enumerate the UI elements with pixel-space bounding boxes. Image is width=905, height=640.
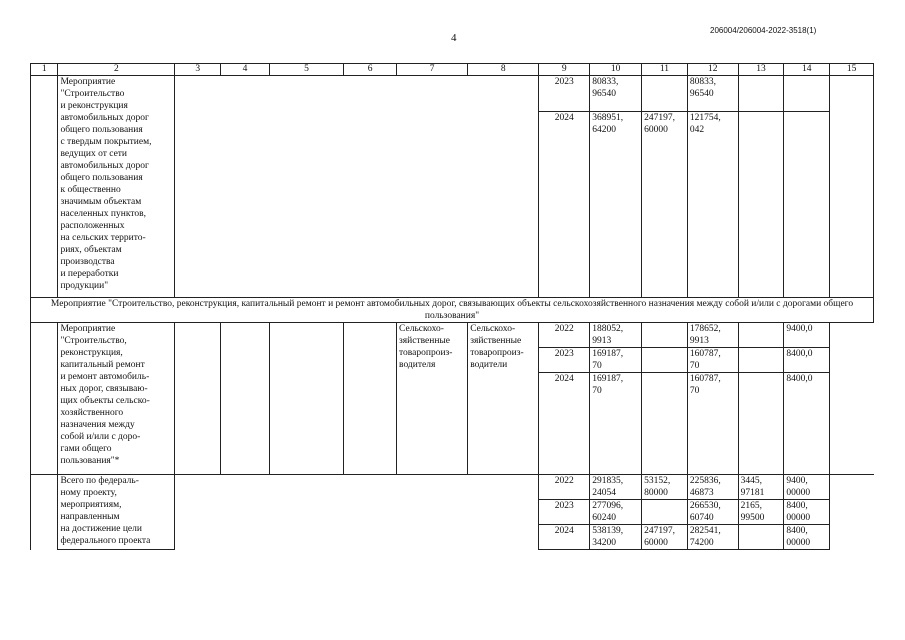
column-number: 11: [642, 64, 688, 76]
value-cell: 291835, 24054: [590, 475, 642, 500]
value-cell: [738, 323, 784, 348]
column-number: 8: [468, 64, 539, 76]
value-cell: [642, 323, 688, 348]
budget-table: [30, 63, 874, 550]
empty-cell: [269, 323, 343, 475]
column-number: 12: [687, 64, 738, 76]
column-number-row: [31, 64, 874, 76]
document-id: 206004/206004-2022-3518(1): [710, 26, 817, 35]
beneficiary-cell: Сельскохо- зяйственные товаропроиз- водители: [468, 323, 539, 475]
value-cell: 368951, 64200: [590, 112, 642, 298]
empty-cell: [31, 76, 58, 298]
value-cell: [738, 112, 784, 298]
column-number: 13: [738, 64, 784, 76]
value-cell: 188052, 9913: [590, 323, 642, 348]
empty-cell: [31, 323, 58, 475]
column-number: 7: [397, 64, 468, 76]
column-number: 10: [590, 64, 642, 76]
column-number: 3: [175, 64, 221, 76]
year-cell: 2022: [539, 475, 590, 500]
table-row: [31, 475, 874, 500]
value-cell: 9400,0: [784, 323, 830, 348]
year-cell: 2023: [539, 76, 590, 112]
empty-merged-cell: [175, 475, 539, 550]
value-cell: [784, 76, 830, 112]
value-cell: 53152, 80000: [642, 475, 688, 500]
year-cell: 2024: [539, 525, 590, 550]
value-cell: 80833, 96540: [687, 76, 738, 112]
column-number: 4: [221, 64, 270, 76]
column-number: 9: [539, 64, 590, 76]
value-cell: 160787, 70: [687, 373, 738, 475]
column-number: 2: [58, 64, 175, 76]
value-cell: 169187, 70: [590, 348, 642, 373]
value-cell: 178652, 9913: [687, 323, 738, 348]
activity-name: Мероприятие "Строительство и реконструкция автомобильных дорог общего пользования с твердым покрытием, ведущих от сети автомобильных дорог общего пользования к общественно значимым объектам населенных пунктов, расположенных на сельских террито- риях, объектам производства и переработки продукции": [58, 76, 175, 298]
section-title: Мероприятие "Строительство, реконструкция, капитальный ремонт и ремонт автомобильных дорог, связывающих объекты сельскохозяйственного назначения между собой и/или с дорогами общего пользования": [31, 298, 874, 323]
column-number: 14: [784, 64, 830, 76]
value-cell: [784, 112, 830, 298]
total-label: Всего по федераль- ному проекту, мероприятиям, направленным на достижение цели федерального проекта: [58, 475, 175, 550]
value-cell: 3445, 97181: [738, 475, 784, 500]
value-cell: [642, 373, 688, 475]
table-row: [31, 323, 874, 348]
value-cell: [642, 76, 688, 112]
column-number: 6: [344, 64, 397, 76]
responsible-cell: Сельскохо- зяйственные товаропроиз- водителя: [397, 323, 468, 475]
value-cell: 247197, 60000: [642, 112, 688, 298]
empty-cell: [175, 323, 221, 475]
value-cell: 247197, 60000: [642, 525, 688, 550]
value-cell: 8400,0: [784, 348, 830, 373]
value-cell: 9400, 00000: [784, 475, 830, 500]
value-cell: 2165, 99500: [738, 500, 784, 525]
value-cell: [738, 525, 784, 550]
year-cell: 2023: [539, 500, 590, 525]
empty-cell: [31, 475, 58, 550]
empty-cell: [344, 323, 397, 475]
column-number: 15: [830, 64, 874, 76]
value-cell: 538139, 34200: [590, 525, 642, 550]
year-cell: 2022: [539, 323, 590, 348]
value-cell: 282541, 74200: [687, 525, 738, 550]
value-cell: 8400,0: [784, 373, 830, 475]
value-cell: [642, 500, 688, 525]
year-cell: 2024: [539, 112, 590, 298]
value-cell: [642, 348, 688, 373]
column-number: 5: [269, 64, 343, 76]
activity-name: Мероприятие "Строительство, реконструкция, капитальный ремонт и ремонт автомобиль- ных дорог, связываю- щих объекты сельско- хозяйственного назначения между собой и/или с доро- гами общего пользования"*: [58, 323, 175, 475]
value-cell: 266530, 60740: [687, 500, 738, 525]
value-cell: 8400, 00000: [784, 525, 830, 550]
empty-cell: [830, 475, 874, 550]
empty-cell: [830, 76, 874, 298]
table-row: [31, 76, 874, 112]
column-number: 1: [31, 64, 58, 76]
value-cell: [738, 76, 784, 112]
value-cell: 80833, 96540: [590, 76, 642, 112]
year-cell: 2024: [539, 373, 590, 475]
value-cell: 169187, 70: [590, 373, 642, 475]
page-number: 4: [451, 32, 457, 44]
value-cell: [738, 373, 784, 475]
empty-cell: [221, 323, 270, 475]
value-cell: 277096, 60240: [590, 500, 642, 525]
value-cell: 8400, 00000: [784, 500, 830, 525]
section-row: [31, 298, 874, 323]
empty-cell: [830, 323, 874, 475]
empty-merged-cell: [175, 76, 539, 298]
value-cell: 160787, 70: [687, 348, 738, 373]
value-cell: 225836, 46873: [687, 475, 738, 500]
year-cell: 2023: [539, 348, 590, 373]
value-cell: [738, 348, 784, 373]
value-cell: 121754, 042: [687, 112, 738, 298]
